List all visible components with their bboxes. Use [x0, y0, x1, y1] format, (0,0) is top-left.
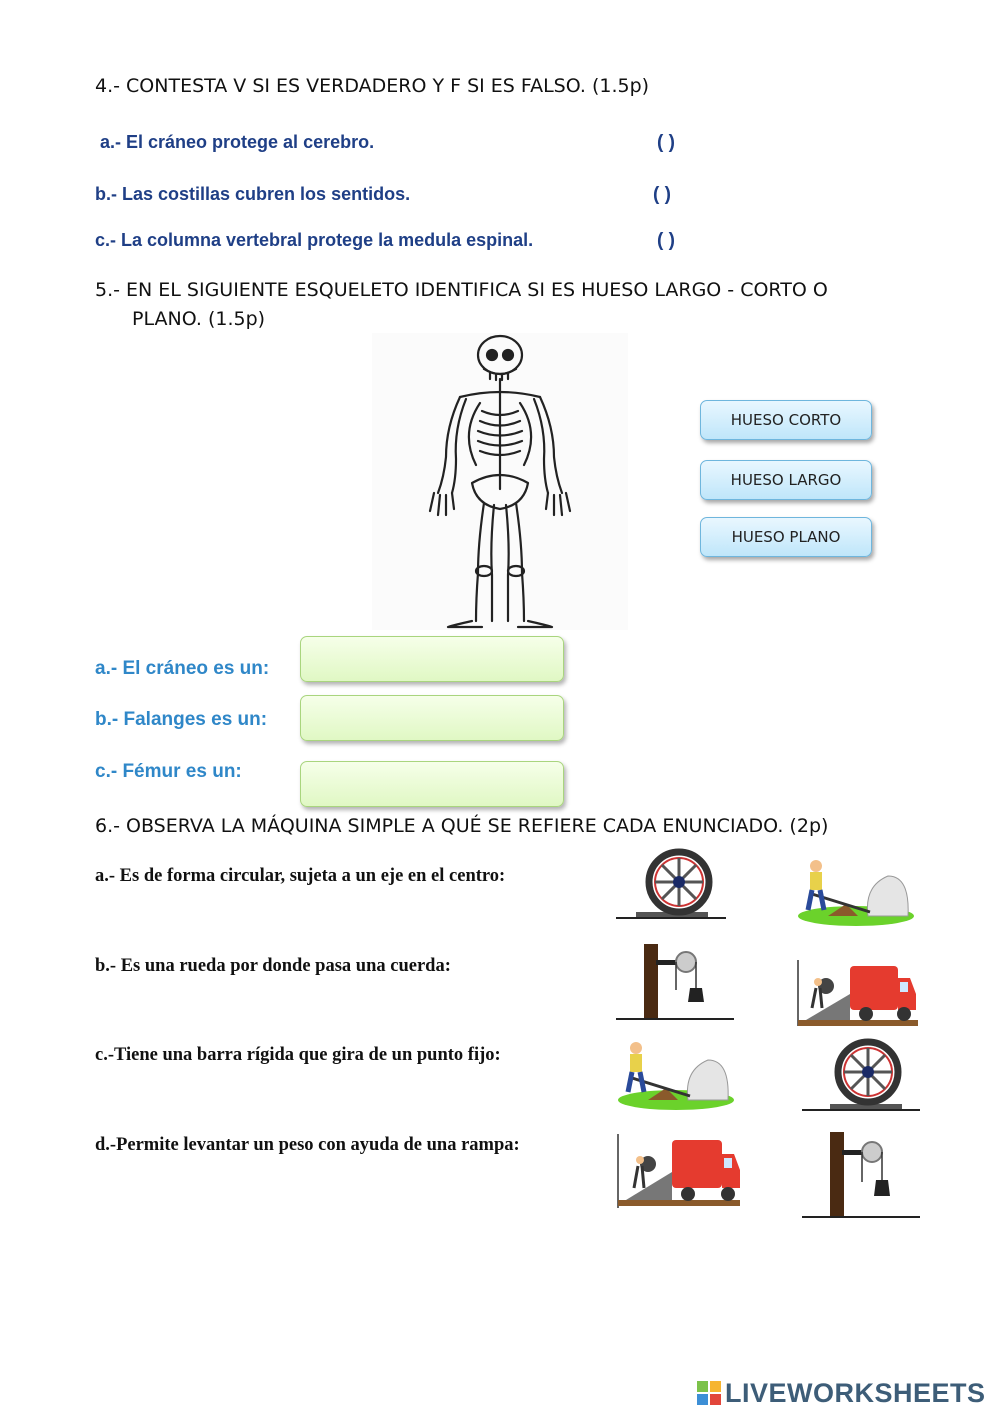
section5-question-a: a.- El cráneo es un:	[95, 658, 270, 679]
answer-box-b[interactable]	[300, 695, 564, 741]
lever-image[interactable]	[618, 1036, 734, 1110]
liveworksheets-brand: LIVEWORKSHEETS	[725, 1378, 986, 1408]
pulley-image[interactable]	[800, 1130, 920, 1220]
wheel-image[interactable]	[800, 1034, 920, 1112]
answer-box-c[interactable]	[300, 761, 564, 807]
option-hueso-corto[interactable]: HUESO CORTO	[700, 400, 872, 440]
section5-title-line1: 5.- EN EL SIGUIENTE ESQUELETO IDENTIFICA SI ES HUESO LARGO - CORTO O	[95, 279, 828, 301]
section6-question-c: c.-Tiene una barra rígida que gira de un punto fijo:	[95, 1045, 501, 1065]
section5-title-line2: PLANO. (1.5p)	[132, 308, 266, 330]
section4-item-c: c.- La columna vertebral protege la medula espinal.	[95, 230, 534, 250]
option-hueso-plano[interactable]: HUESO PLANO	[700, 517, 872, 557]
ramp-image[interactable]	[616, 1134, 742, 1210]
section6-question-b: b.- Es una rueda por donde pasa una cuerda:	[95, 956, 451, 976]
section4-item-b: b.- Las costillas cubren los sentidos.	[95, 184, 411, 204]
section6-question-d: d.-Permite levantar un peso con ayuda de una rampa:	[95, 1135, 520, 1155]
section4-answer-c[interactable]: ( )	[657, 230, 675, 251]
option-hueso-largo[interactable]: HUESO LARGO	[700, 460, 872, 500]
section4-item-a: a.- El cráneo protege al cerebro.	[100, 132, 375, 152]
liveworksheets-logo-icon	[697, 1381, 721, 1405]
section5-question-c: c.- Fémur es un:	[95, 761, 242, 782]
ramp-image[interactable]	[796, 960, 920, 1028]
section4-answer-b[interactable]: ( )	[653, 184, 671, 205]
section6-title: 6.- OBSERVA LA MÁQUINA SIMPLE A QUÉ SE REFIERE CADA ENUNCIADO. (2p)	[95, 815, 829, 837]
pulley-image[interactable]	[616, 942, 734, 1022]
lever-image[interactable]	[798, 856, 914, 926]
section4-title: 4.- CONTESTA V SI ES VERDADERO Y F SI ES FALSO. (1.5p)	[95, 75, 650, 97]
answer-box-a[interactable]	[300, 636, 564, 682]
section4-answer-a[interactable]: ( )	[657, 132, 675, 153]
wheel-image[interactable]	[616, 848, 726, 920]
section5-question-b: b.- Falanges es un:	[95, 709, 268, 730]
skeleton-image	[372, 333, 628, 630]
section6-question-a: a.- Es de forma circular, sujeta a un eje en el centro:	[95, 866, 506, 886]
